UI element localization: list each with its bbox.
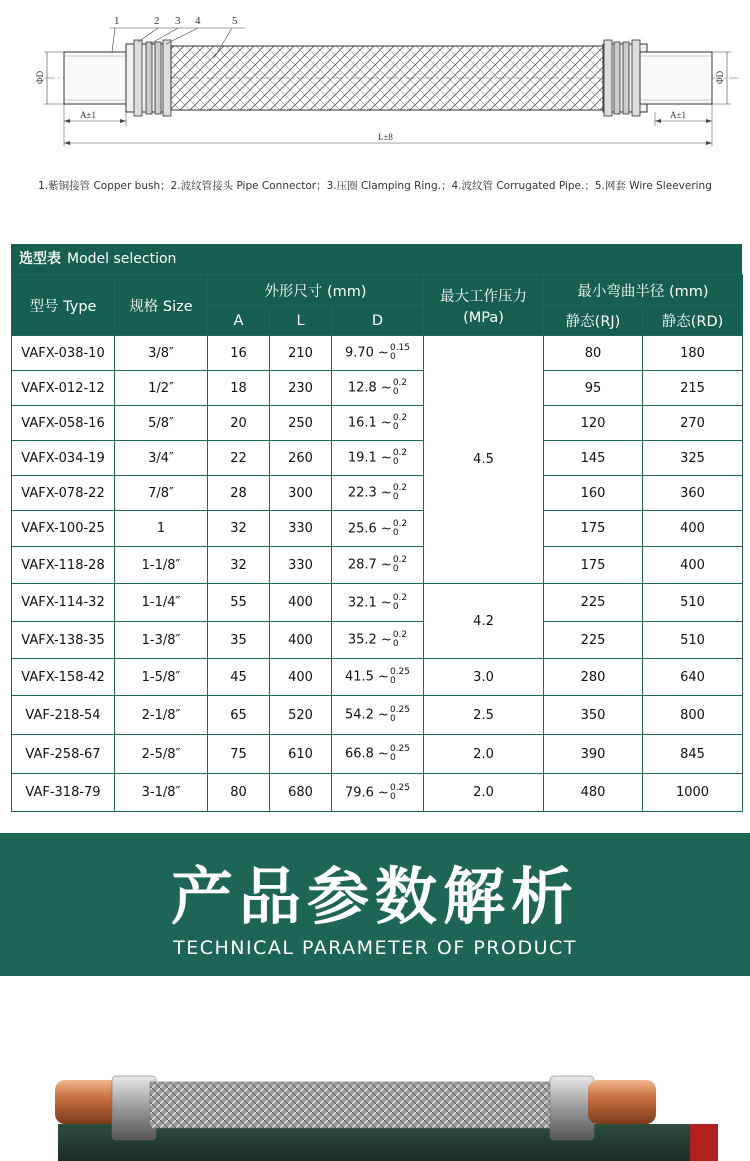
technical-drawing: [0, 0, 750, 240]
cell-d-value: 9.70 ~: [344, 345, 389, 361]
cell-d-value: 32.1 ~: [347, 595, 392, 610]
header-a: A: [208, 306, 270, 336]
cell-a: 45: [208, 659, 270, 696]
tolerance-lower: 0: [392, 527, 399, 538]
cell-d-tolerance: [390, 344, 410, 362]
cell-d-value: 22.3 ~: [347, 485, 392, 501]
cell-rd: 845: [643, 735, 743, 774]
cell-rj: 350: [544, 696, 643, 735]
cell-type: VAFX-038-10: [12, 336, 115, 371]
cell-size: 1-3/8″: [115, 622, 208, 659]
cell-d: [332, 622, 424, 659]
cell-rj: 160: [544, 476, 643, 511]
cell-type: VAFX-012-12: [12, 371, 115, 406]
cell-d: [332, 476, 424, 511]
table-row: [12, 406, 743, 441]
tolerance-lower: 0: [392, 457, 399, 467]
dim-phi-right: ΦD: [715, 70, 725, 84]
header-radius: 最小弯曲半径 (mm): [544, 275, 743, 306]
cell-a: 75: [208, 735, 270, 774]
cell-size: 2-1/8″: [115, 696, 208, 735]
cell-rj: 225: [544, 584, 643, 622]
cell-type: VAFX-158-42: [12, 659, 115, 696]
cell-l: 260: [270, 441, 332, 476]
cell-type: VAFX-100-25: [12, 511, 115, 547]
cell-rj: 120: [544, 406, 643, 441]
table-body: [12, 336, 743, 812]
cell-size: 1/2″: [115, 371, 208, 406]
cell-d: [332, 735, 424, 774]
table-title-en: Model selection: [67, 251, 177, 267]
cell-rd: 360: [643, 476, 743, 511]
tolerance-lower: 0: [389, 714, 396, 724]
cell-l: 330: [270, 547, 332, 584]
cell-rj: 175: [544, 511, 643, 547]
cell-d-value: 19.1 ~: [347, 450, 392, 466]
cell-rd: 640: [643, 659, 743, 696]
table-row: [12, 476, 743, 511]
header-rj: 静态(RJ): [544, 306, 643, 336]
cell-d-tolerance: [390, 706, 410, 724]
cell-a: 18: [208, 371, 270, 406]
product-photo: [0, 976, 750, 1161]
hose-photo: [0, 976, 750, 1161]
cell-l: 210: [270, 336, 332, 371]
table-row: [12, 441, 743, 476]
cell-rd: 510: [643, 622, 743, 659]
cell-size: 3/4″: [115, 441, 208, 476]
dim-phi-left: ΦD: [35, 70, 45, 84]
banner-title-cn: 产品参数解析: [170, 860, 579, 933]
cell-l: 230: [270, 371, 332, 406]
cell-d-tolerance: [390, 668, 410, 686]
cell-l: 400: [270, 659, 332, 696]
table-row: [12, 735, 743, 774]
part-number-3: 3: [175, 15, 181, 27]
part-number-5: 5: [232, 15, 238, 27]
tolerance-lower: 0: [392, 492, 399, 502]
part-number-1: 1: [114, 15, 120, 27]
cell-d: [332, 371, 424, 406]
cell-a: 32: [208, 547, 270, 584]
cell-rd: 400: [643, 547, 743, 584]
cell-d: [332, 547, 424, 584]
cell-d-tolerance: [393, 631, 407, 649]
cell-a: 32: [208, 511, 270, 547]
section-banner: [0, 833, 750, 976]
cell-size: 5/8″: [115, 406, 208, 441]
cell-pressure: 4.2: [424, 584, 544, 659]
tolerance-lower: 0: [392, 564, 399, 574]
cell-pressure: 2.0: [424, 774, 544, 812]
cell-size: 1-5/8″: [115, 659, 208, 696]
cell-d-value: 35.2 ~: [347, 632, 392, 648]
cell-size: 3-1/8″: [115, 774, 208, 812]
tolerance-lower: 0: [389, 352, 396, 362]
cell-type: VAFX-078-22: [12, 476, 115, 511]
cell-d-value: 66.8 ~: [344, 746, 389, 762]
cell-a: 22: [208, 441, 270, 476]
cell-size: 7/8″: [115, 476, 208, 511]
tolerance-lower: 0: [389, 791, 396, 802]
cell-type: VAF-258-67: [12, 735, 115, 774]
cell-rd: 325: [643, 441, 743, 476]
cell-d: [332, 511, 424, 547]
tolerance-lower: 0: [392, 422, 399, 432]
table-row: [12, 371, 743, 406]
tolerance-lower: 0: [392, 601, 399, 612]
cell-type: VAFX-114-32: [12, 584, 115, 622]
cell-rj: 480: [544, 774, 643, 812]
cell-d: [332, 406, 424, 441]
table-row: [12, 622, 743, 659]
cell-a: 80: [208, 774, 270, 812]
hose-diagram: [0, 0, 750, 175]
selection-table: [11, 274, 743, 812]
tolerance-upper: 0.2: [392, 448, 408, 458]
cell-rj: 225: [544, 622, 643, 659]
cell-type: VAFX-058-16: [12, 406, 115, 441]
table-row: [12, 511, 743, 547]
cell-d-tolerance: [393, 484, 407, 502]
cell-size: 1: [115, 511, 208, 547]
table-row: [12, 584, 743, 622]
tolerance-upper: 0.15: [389, 343, 411, 353]
part-number-2: 2: [154, 15, 160, 27]
cell-a: 20: [208, 406, 270, 441]
table-row: [12, 547, 743, 584]
tolerance-lower: 0: [392, 387, 399, 397]
cell-d: [332, 774, 424, 812]
dim-l-total: L±8: [378, 132, 393, 142]
cell-l: 250: [270, 406, 332, 441]
cell-type: VAFX-034-19: [12, 441, 115, 476]
banner-title-en: TECHNICAL PARAMETER OF PRODUCT: [173, 937, 577, 959]
model-selection-table: [11, 244, 742, 812]
cell-rd: 1000: [643, 774, 743, 812]
table-title-cn: 选型表: [19, 251, 61, 267]
tolerance-upper: 0.25: [389, 744, 411, 754]
cell-l: 400: [270, 584, 332, 622]
cell-size: 2-5/8″: [115, 735, 208, 774]
cell-rj: 280: [544, 659, 643, 696]
header-pressure-unit: (MPa): [463, 309, 504, 326]
cell-d-value: 54.2 ~: [344, 707, 389, 723]
cell-l: 680: [270, 774, 332, 812]
table-row: [12, 696, 743, 735]
tolerance-upper: 0.2: [392, 378, 408, 388]
cell-a: 65: [208, 696, 270, 735]
table-title-bar: [11, 244, 742, 274]
header-pressure-label: 最大工作压力: [440, 288, 528, 305]
tolerance-upper: 0.2: [392, 413, 408, 423]
cell-pressure: 3.0: [424, 659, 544, 696]
cell-pressure: 4.5: [424, 336, 544, 584]
cell-d-tolerance: [393, 594, 407, 612]
cell-d-tolerance: [393, 379, 407, 397]
header-l: L: [270, 306, 332, 336]
cell-l: 300: [270, 476, 332, 511]
cell-d: [332, 441, 424, 476]
cell-d-value: 79.6 ~: [344, 785, 389, 800]
cell-d-tolerance: [393, 556, 407, 574]
table-row: [12, 659, 743, 696]
tolerance-upper: 0.25: [389, 705, 411, 715]
cell-d-tolerance: [393, 414, 407, 432]
cell-pressure: 2.0: [424, 735, 544, 774]
cell-type: VAF-318-79: [12, 774, 115, 812]
cell-d-tolerance: [390, 784, 410, 802]
cell-l: 520: [270, 696, 332, 735]
table-row: [12, 774, 743, 812]
cell-d-tolerance: [393, 520, 407, 538]
tolerance-upper: 0.2: [392, 518, 408, 529]
header-d: D: [332, 306, 424, 336]
cell-d: [332, 336, 424, 371]
tolerance-upper: 0.2: [392, 483, 408, 493]
cell-d: [332, 696, 424, 735]
tolerance-upper: 0.2: [392, 592, 408, 603]
cell-d: [332, 659, 424, 696]
parts-caption: 1.紫铜接管 Copper bush；2.波纹管接头 Pipe Connector；3.压圈 Clamping Ring.；4.波纹管 Corrugated Pipe.；5.网套 Wire Sleevering: [38, 180, 712, 192]
cell-d-value: 28.7 ~: [347, 557, 392, 573]
cell-size: 3/8″: [115, 336, 208, 371]
cell-l: 330: [270, 511, 332, 547]
cell-d-value: 25.6 ~: [347, 521, 392, 536]
cell-a: 35: [208, 622, 270, 659]
cell-size: 1-1/8″: [115, 547, 208, 584]
cell-rj: 95: [544, 371, 643, 406]
header-size: 规格 Size: [115, 275, 208, 336]
tolerance-upper: 0.2: [392, 630, 408, 640]
cell-d-value: 16.1 ~: [347, 415, 392, 431]
cell-rd: 270: [643, 406, 743, 441]
tolerance-lower: 0: [392, 639, 399, 649]
cell-size: 1-1/4″: [115, 584, 208, 622]
header-dims: 外形尺寸 (mm): [208, 275, 424, 306]
cell-rd: 400: [643, 511, 743, 547]
cell-type: VAFX-118-28: [12, 547, 115, 584]
tolerance-upper: 0.25: [389, 782, 411, 793]
cell-type: VAF-218-54: [12, 696, 115, 735]
dim-a-left: A±1: [80, 110, 96, 120]
cell-rj: 80: [544, 336, 643, 371]
cell-d-tolerance: [393, 449, 407, 467]
cell-d-tolerance: [390, 745, 410, 763]
cell-a: 16: [208, 336, 270, 371]
cell-rj: 390: [544, 735, 643, 774]
cell-pressure: 2.5: [424, 696, 544, 735]
tolerance-lower: 0: [389, 753, 396, 763]
table-row: [12, 336, 743, 371]
cell-l: 610: [270, 735, 332, 774]
cell-rd: 180: [643, 336, 743, 371]
header-type: 型号 Type: [12, 275, 115, 336]
cell-rj: 145: [544, 441, 643, 476]
cell-d: [332, 584, 424, 622]
header-rd: 静态(RD): [643, 306, 743, 336]
tolerance-lower: 0: [389, 676, 396, 686]
cell-rd: 215: [643, 371, 743, 406]
tolerance-upper: 0.2: [392, 555, 408, 565]
cell-a: 28: [208, 476, 270, 511]
cell-l: 400: [270, 622, 332, 659]
part-number-4: 4: [195, 15, 201, 27]
cell-rj: 175: [544, 547, 643, 584]
cell-d-value: 12.8 ~: [347, 380, 392, 396]
dim-a-right: A±1: [670, 110, 686, 120]
cell-type: VAFX-138-35: [12, 622, 115, 659]
cell-d-value: 41.5 ~: [344, 669, 389, 685]
cell-a: 55: [208, 584, 270, 622]
tolerance-upper: 0.25: [389, 667, 411, 677]
cell-rd: 510: [643, 584, 743, 622]
cell-rd: 800: [643, 696, 743, 735]
header-pressure: [424, 275, 544, 336]
